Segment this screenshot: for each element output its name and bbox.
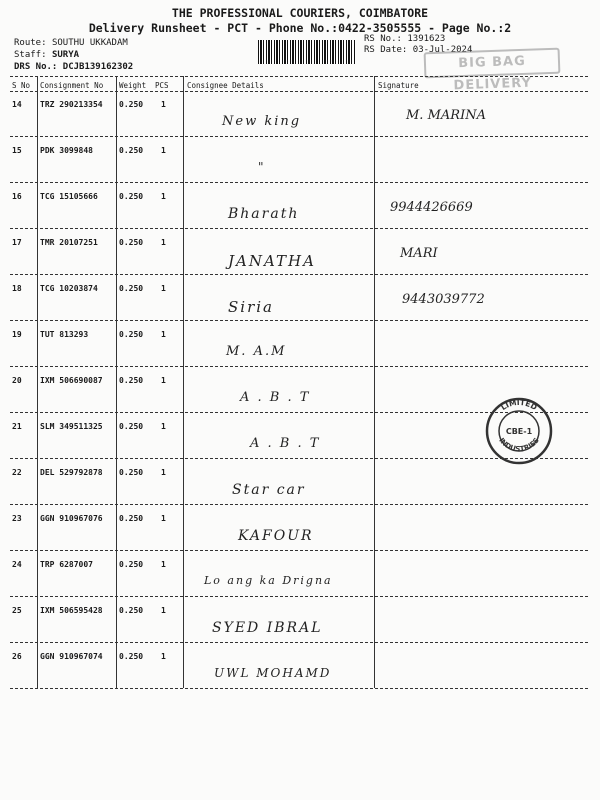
row-pcs: 1: [161, 468, 166, 477]
row-sno: 17: [12, 238, 22, 247]
col-header-consignment: Consignment No: [40, 81, 104, 90]
row-pcs: 1: [161, 422, 166, 431]
row-signature: M. MARINA: [406, 108, 486, 123]
row-sno: 20: [12, 376, 22, 385]
seal-bottom-text: INDUSTRIES: [497, 436, 541, 454]
row-pcs: 1: [161, 330, 166, 339]
barcode: [258, 40, 356, 64]
col-header-weight: Weight: [119, 81, 147, 90]
route-line: [14, 38, 128, 48]
row-sno: 23: [12, 514, 22, 523]
row-pcs: 1: [161, 100, 166, 109]
svg-text:INDUSTRIES: [497, 436, 541, 453]
row-weight: 0.250: [119, 284, 144, 293]
row-consignee-handwriting: Bharath: [228, 206, 300, 222]
row-weight: 0.250: [119, 514, 144, 523]
drs-line: [14, 62, 133, 72]
row-consignee-handwriting: M. A.M: [226, 344, 287, 359]
row-sno: 18: [12, 284, 22, 293]
row-consignment-no: TUT 813293: [40, 330, 89, 339]
row-weight: 0.250: [119, 606, 144, 615]
row-pcs: 1: [161, 376, 166, 385]
row-sno: 19: [12, 330, 22, 339]
row-sno: 14: [12, 100, 22, 109]
row-weight: 0.250: [119, 146, 144, 155]
row-pcs: 1: [161, 284, 166, 293]
row-consignee-handwriting: Star car: [232, 482, 306, 498]
rs-no-value: 1391623: [407, 34, 446, 44]
rs-date-label: RS Date:: [364, 45, 408, 55]
drs-label: DRS No.:: [14, 62, 58, 72]
row-pcs: 1: [161, 238, 166, 247]
company-seal: [484, 396, 554, 466]
row-consignee-handwriting: JANATHA: [228, 252, 316, 270]
row-separator: [10, 366, 588, 367]
row-consignee-handwriting: ": [258, 160, 266, 174]
row-separator: [10, 274, 588, 275]
row-weight: 0.250: [119, 422, 144, 431]
row-consignment-no: PDK 3099848: [40, 146, 93, 155]
row-separator: [10, 550, 588, 551]
row-sno: 25: [12, 606, 22, 615]
rs-date-value: 03-Jul-2024: [412, 45, 473, 55]
row-consignment-no: TCG 10203874: [40, 284, 98, 293]
row-separator: [10, 182, 588, 183]
row-consignment-no: TRZ 290213354: [40, 100, 103, 109]
row-weight: 0.250: [119, 330, 144, 339]
row-separator: [10, 504, 588, 505]
row-weight: 0.250: [119, 376, 144, 385]
row-weight: 0.250: [119, 468, 144, 477]
route-value: SOUTHU UKKADAM: [51, 38, 128, 48]
row-consignment-no: SLM 349511325: [40, 422, 103, 431]
runsheet-title: THE PROFESSIONAL COURIERS, COIMBATORE: [171, 6, 429, 20]
row-separator: [10, 320, 588, 321]
row-separator: [10, 688, 588, 689]
row-weight: 0.250: [119, 238, 144, 247]
row-consignee-handwriting: SYED IBRAL: [212, 620, 323, 636]
row-pcs: 1: [161, 192, 166, 201]
row-weight: 0.250: [119, 652, 144, 661]
row-pcs: 1: [161, 560, 166, 569]
row-consignment-no: DEL 529792878: [40, 468, 103, 477]
row-consignment-no: GGN 910967074: [40, 652, 103, 661]
row-consignee-handwriting: A . B . T: [240, 390, 311, 405]
row-separator: [10, 136, 588, 137]
row-consignee-handwriting: UWL MOHAMD: [214, 666, 332, 680]
row-consignment-no: TRP 6287007: [40, 560, 93, 569]
row-weight: 0.250: [119, 560, 144, 569]
row-pcs: 1: [161, 606, 166, 615]
row-pcs: 1: [161, 146, 166, 155]
row-separator: [10, 596, 588, 597]
seal-middle-text: CBE-1: [505, 427, 533, 436]
row-sno: 21: [12, 422, 22, 431]
row-consignee-handwriting: New king: [222, 114, 302, 129]
row-sno: 24: [12, 560, 22, 569]
row-sno: 22: [12, 468, 22, 477]
row-sno: 16: [12, 192, 22, 201]
row-consignee-handwriting: Siria: [228, 298, 274, 316]
rs-no-label: RS No.:: [364, 34, 402, 44]
big-bag-delivery-stamp: BIG BAG DELIVERY: [424, 48, 561, 79]
col-header-consignee: Consignee Details: [187, 81, 264, 90]
row-consignment-no: IXM 506690087: [40, 376, 103, 385]
row-consignment-no: GGN 910967076: [40, 514, 103, 523]
row-consignment-no: TCG 15105666: [40, 192, 98, 201]
svg-text:LIMITED: [499, 398, 538, 412]
row-consignment-no: IXM 506595428: [40, 606, 103, 615]
seal-top-text: LIMITED: [499, 397, 539, 413]
row-consignee-handwriting: A . B . T: [250, 436, 321, 451]
runsheet-subtitle: Delivery Runsheet - PCT - Phone No.:0422-3505555 - Page No.:2: [88, 21, 512, 35]
row-separator: [10, 642, 588, 643]
col-header-pcs: PCS: [155, 81, 169, 90]
row-pcs: 1: [161, 652, 166, 661]
rs-no-line: [364, 34, 445, 44]
row-sno: 26: [12, 652, 22, 661]
row-sno: 15: [12, 146, 22, 155]
drs-value: DCJB139162302: [62, 62, 134, 72]
row-separator: [10, 228, 588, 229]
row-consignee-handwriting: Lo ang ka Drigna: [204, 574, 333, 587]
table-header-rule: [10, 91, 588, 92]
staff-value: SURYA: [51, 50, 80, 60]
row-weight: 0.250: [119, 100, 144, 109]
table-top-rule: [10, 76, 588, 77]
col-header-sno: S No: [12, 81, 31, 90]
row-signature: 9443039772: [402, 292, 485, 307]
route-label: Route:: [14, 38, 47, 48]
col-header-signature: Signature: [378, 81, 419, 90]
row-consignment-no: TMR 20107251: [40, 238, 98, 247]
staff-label: Staff:: [14, 50, 47, 60]
row-signature: 9944426669: [390, 200, 473, 215]
row-consignee-handwriting: KAFOUR: [238, 528, 314, 544]
row-signature: MARI: [400, 246, 438, 261]
row-weight: 0.250: [119, 192, 144, 201]
staff-line: [14, 50, 79, 60]
row-pcs: 1: [161, 514, 166, 523]
